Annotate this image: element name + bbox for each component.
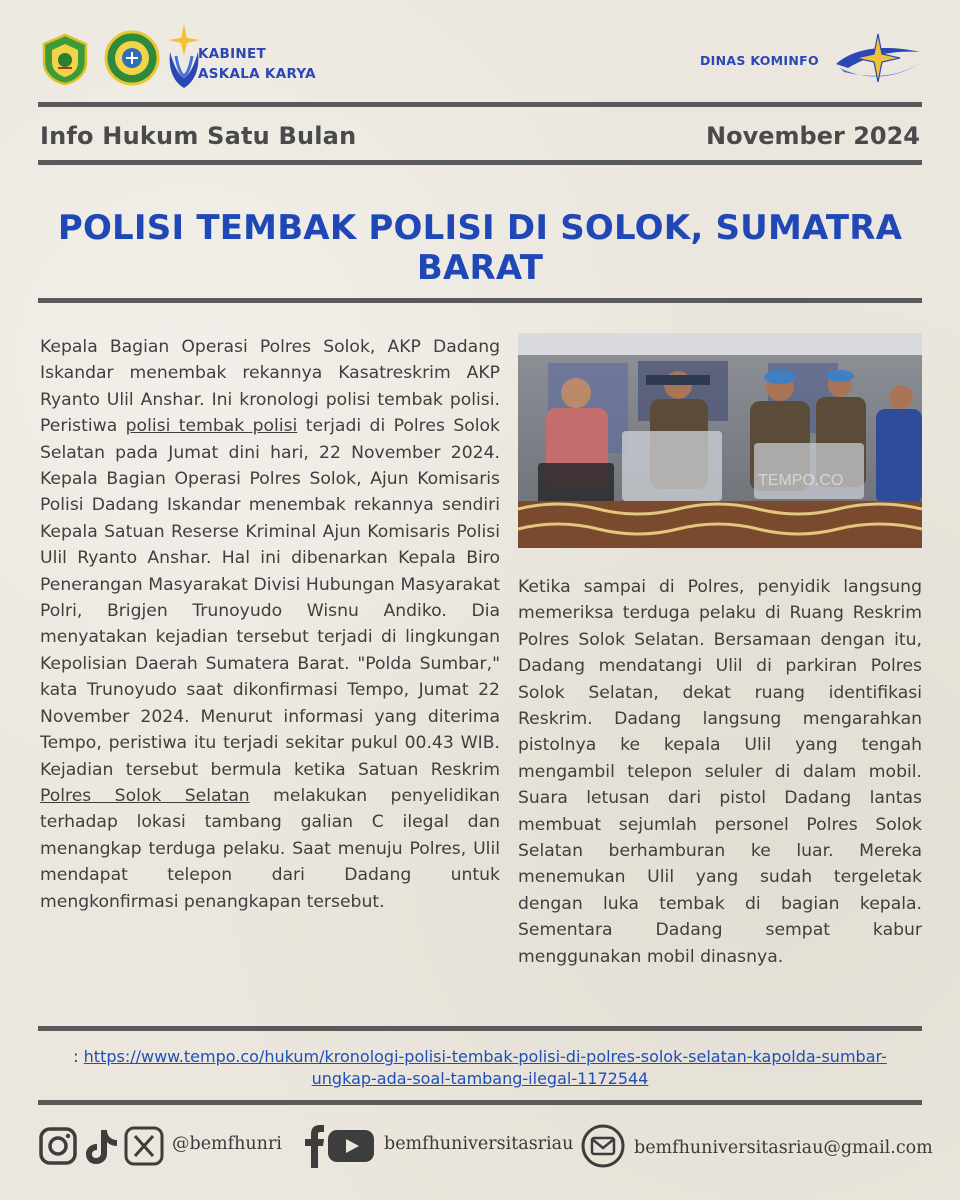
left-text-part1: Kepala Bagian Operasi Polres Solok, AKP Dadang Iskandar menembak rekannya Kasatreskrim AKP Ryanto Ulil Anshar. Ini kronologi polisi tembak polisi. Peristiwa: [40, 337, 500, 437]
channel-name[interactable]: bemfhuniversitasriau: [384, 1134, 574, 1154]
photo-watermark: TEMPO.CO: [758, 472, 844, 489]
youtube-icon[interactable]: [328, 1130, 374, 1162]
headline-rule: [38, 298, 922, 303]
instagram-icon[interactable]: [38, 1126, 78, 1166]
kominfo-label: DINAS KOMINFO: [700, 53, 819, 68]
header-bottom-rule: [38, 160, 922, 165]
fakultas-hukum-logo: [104, 30, 160, 86]
header-top-rule: [38, 102, 922, 107]
facebook-icon[interactable]: [303, 1124, 325, 1168]
tiktok-icon[interactable]: [84, 1126, 120, 1166]
mail-icon[interactable]: [581, 1124, 625, 1168]
link-polisi-tembak-polisi[interactable]: polisi tembak polisi: [125, 416, 298, 437]
source-bottom-rule: [38, 1100, 922, 1105]
source-citation: [60, 1046, 900, 1090]
left-text-part3: melakukan penyelidikan terhadap lokasi tambang galian C ilegal dan menangkap terduga pelaku. Saat menuju Polres, Ulil mendapat telepon dari Dadang untuk mengkonfirmasi penangkapan tersebut.: [40, 785, 500, 912]
article-right-column: Ketika sampai di Polres, penyidik langsung memeriksa terduga pelaku di Ruang Reskrim Polres Solok Selatan. Bersamaan dengan itu, Dadang mendatangi Ulil di parkiran Polres Solok Selatan, dekat ruang identifikasi Reskrim. Dadang langsung mengarahkan pistolnya ke kepala Ulil yang tengah mengambil telepon seluler di dalam mobil. Suara letusan dari pistol Dadang lantas membuat sejumlah personel Polres Solok Selatan berhamburan ke luar. Mereka menemukan Ulil yang sudah tergeletak dengan luka tembak di bagian kepala. Sementara Dadang sempat kabur menggunakan mobil dinasnya.: [518, 577, 922, 967]
contact-email[interactable]: bemfhuniversitasriau@gmail.com: [634, 1138, 933, 1158]
unri-logo: [38, 32, 92, 86]
kabinet-line1: KABINET: [198, 46, 267, 62]
link-polres-solok-selatan[interactable]: Polres Solok Selatan: [40, 785, 250, 806]
source-top-rule: [38, 1026, 922, 1031]
article-left-column: [40, 334, 500, 915]
source-link[interactable]: https://www.tempo.co/hukum/kronologi-polisi-tembak-polisi-di-polres-solok-selatan-kapolda-sumbar-ungkap-ada-soal-tambang-ilegal-1172544: [83, 1047, 887, 1088]
kominfo-logo: [834, 28, 922, 92]
press-conference-photo: [518, 333, 922, 548]
social-handle[interactable]: @bemfhunri: [172, 1134, 282, 1154]
left-text-part2: terjadi di Polres Solok Selatan pada Jumat dini hari, 22 November 2024. Kepala Bagian Operasi Polres Solok, Ajun Komisaris Polisi Dadang Iskandar menembak rekannya sendiri Kepala Satuan Reserse Kriminal Ajun Komisaris Polisi Ulil Ryanto Anshar. Hal ini dibenarkan Kepala Biro Penerangan Masyarakat Divisi Hubungan Masyarakat Polri, Brigjen Trunoyudo Wisnu Andiko. Dia menyatakan kejadian tersebut terjadi di lingkungan Kepolisian Daerah Sumatera Barat. "Polda Sumbar," kata Trunoyudo saat dikonfirmasi Tempo, Jumat 22 November 2024. Menurut informasi yang diterima Tempo, peristiwa itu terjadi sekitar pukul 00.43 WIB. Kejadian tersebut bermula ketika Satuan Reskrim: [40, 416, 500, 780]
section-label: Info Hukum Satu Bulan: [40, 122, 357, 150]
x-twitter-icon[interactable]: [124, 1126, 164, 1166]
kabinet-name: [198, 44, 316, 84]
article-headline: POLISI TEMBAK POLISI DI SOLOK, SUMATRA BARAT: [57, 208, 903, 288]
kabinet-line2: ASKALA KARYA: [198, 66, 316, 82]
issue-date: November 2024: [706, 122, 920, 150]
source-prefix: :: [73, 1047, 84, 1066]
